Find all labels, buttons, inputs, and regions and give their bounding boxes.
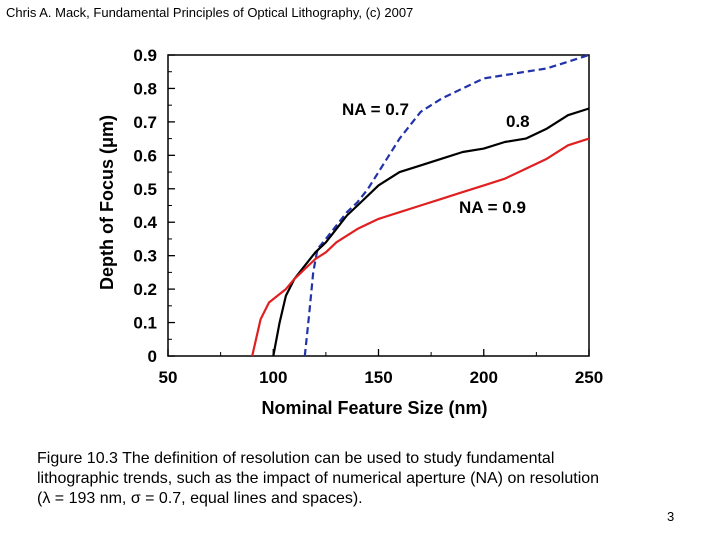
y-tick-label: 0.3 [133, 246, 157, 266]
series-lines [252, 55, 589, 356]
series-line-3 [252, 139, 589, 356]
y-tick-label: 0.2 [133, 280, 157, 300]
y-tick-label: 0.1 [133, 313, 157, 333]
x-tick-label: 150 [364, 368, 393, 387]
figure-caption [37, 449, 687, 509]
series-line-2 [273, 109, 589, 357]
y-axis-label: Depth of Focus (μm) [97, 115, 117, 290]
caption-line-3: (λ = 193 nm, σ = 0.7, equal lines and spaces). [37, 490, 363, 507]
y-tick-label: 0.6 [133, 146, 157, 166]
slide-header: Chris A. Mack, Fundamental Principles of Optical Lithography, (c) 2007 [6, 5, 414, 20]
x-axis-label: Nominal Feature Size (nm) [261, 398, 488, 418]
x-tick-label: 100 [259, 368, 288, 387]
x-tick-label: 50 [158, 368, 178, 387]
y-tick-label: 0.7 [133, 112, 157, 132]
y-tick-label: 0.9 [133, 46, 157, 65]
series-annotation: NA = 0.7 [342, 100, 409, 119]
series-annotation: NA = 0.9 [459, 198, 526, 217]
caption-line-1: Figure 10.3 The definition of resolution can be used to study fundamental [37, 450, 555, 467]
y-tick-label: 0.4 [133, 213, 157, 233]
x-tick-label: 200 [469, 368, 498, 387]
y-tick-label: 0.5 [133, 179, 157, 199]
y-tick-label: 0 [147, 347, 157, 366]
series-annotation: 0.8 [506, 112, 530, 131]
caption-line-2: lithographic trends, such as the impact of numerical aperture (NA) on resolution [37, 470, 600, 487]
page-number: 3 [667, 509, 675, 524]
x-tick-label: 250 [574, 368, 604, 387]
y-tick-label: 0.8 [133, 79, 157, 99]
axis-ticks [133, 46, 603, 387]
